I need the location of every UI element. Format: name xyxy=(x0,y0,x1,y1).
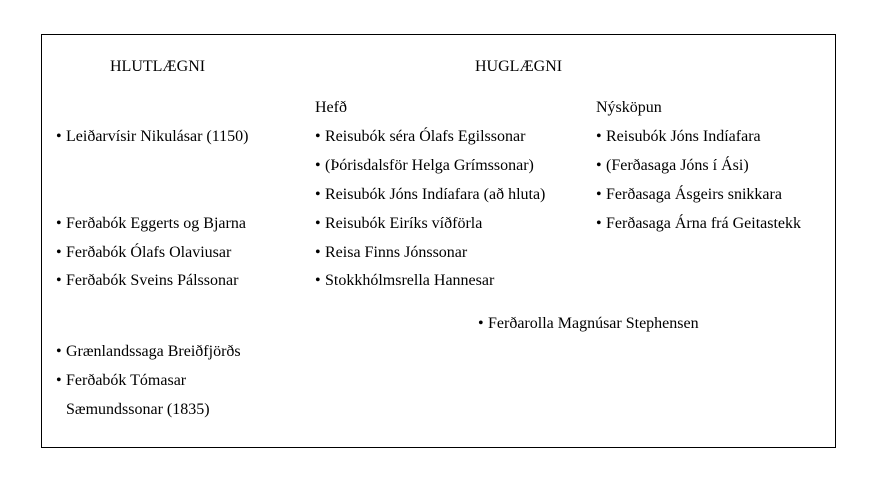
list-item: • Ferðarolla Magnúsar Stephensen xyxy=(478,314,699,334)
list-item: • Reisubók séra Ólafs Egilssonar xyxy=(315,127,525,147)
list-item: • Ferðasaga Ásgeirs snikkara xyxy=(596,185,782,205)
list-item: • Reisubók Jóns Indíafara (að hluta) xyxy=(315,185,545,205)
list-item: • Ferðabók Tómasar xyxy=(56,371,186,391)
list-item: • (Þórisdalsför Helga Grímssonar) xyxy=(315,156,534,176)
subheader-nyskopun: Nýsköpun xyxy=(596,99,662,116)
list-item: • Reisubók Eiríks víðförla xyxy=(315,214,482,234)
header-huglaegni: HUGLÆGNI xyxy=(475,58,563,75)
list-item: • Leiðarvísir Nikulásar (1150) xyxy=(56,127,248,147)
list-item: • Grænlandssaga Breiðfjörðs xyxy=(56,342,241,362)
list-item: • (Ferðasaga Jóns í Ási) xyxy=(596,156,749,176)
list-item: • Ferðabók Sveins Pálssonar xyxy=(56,271,238,291)
list-item: • Ferðabók Eggerts og Bjarna xyxy=(56,214,246,234)
list-item: • Stokkhólmsrella Hannesar xyxy=(315,271,494,291)
list-item: • Ferðabók Ólafs Olaviusar xyxy=(56,243,231,263)
list-item-continuation: Sæmundssonar (1835) xyxy=(66,401,210,418)
subheader-hefd: Hefð xyxy=(315,99,347,116)
list-item: • Reisa Finns Jónssonar xyxy=(315,243,467,263)
header-hlutlaegni: HLUTLÆGNI xyxy=(110,58,206,75)
list-item: • Reisubók Jóns Indíafara xyxy=(596,127,761,147)
list-item: • Ferðasaga Árna frá Geitastekk xyxy=(596,214,801,234)
